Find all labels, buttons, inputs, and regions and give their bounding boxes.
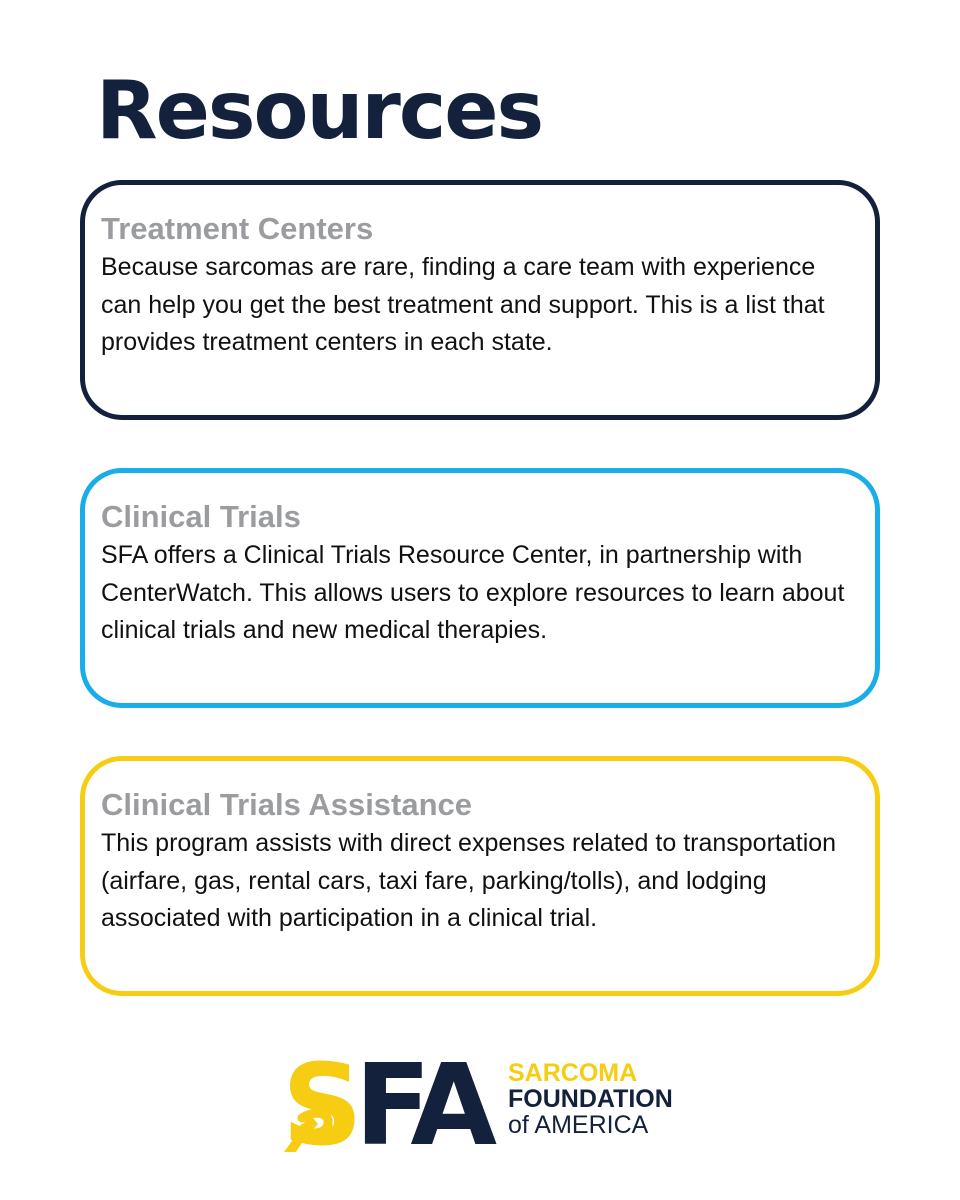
logo-line-foundation: FOUNDATION [508, 1085, 673, 1113]
card-body: This program assists with direct expenses related to transportation (airfare, gas, rental cars, taxi fare, parking/tolls), and lodging associated with participation in a clinical trial. [101, 829, 837, 932]
clinical-trials-assistance-card[interactable] [80, 756, 880, 996]
card-body: Because sarcomas are rare, finding a care team with experience can help you get the best treatment and support. This is a list that provides treatment centers in each state. [101, 253, 825, 356]
logo-mark-text: SFA [282, 1041, 490, 1171]
logo-line-sarcoma: SARCOMA [508, 1059, 638, 1087]
page-title: Resources [96, 64, 543, 157]
sfa-logo-mark [280, 1041, 498, 1171]
logo-wordmark [508, 1060, 673, 1138]
card-heading: Clinical Trials [101, 499, 301, 534]
clinical-trials-card[interactable] [80, 468, 880, 708]
logo-line-america: of AMERICA [508, 1111, 649, 1139]
card-heading: Clinical Trials Assistance [101, 787, 473, 822]
treatment-centers-card[interactable] [80, 180, 880, 420]
card-body: SFA offers a Clinical Trials Resource Center, in partnership with CenterWatch. This allows users to explore resources to learn about clinical trials and new medical therapies. [101, 541, 845, 644]
ribbon-s-icon [280, 1041, 498, 1171]
card-heading: Treatment Centers [101, 211, 374, 246]
sfa-logo[interactable] [280, 1041, 700, 1171]
